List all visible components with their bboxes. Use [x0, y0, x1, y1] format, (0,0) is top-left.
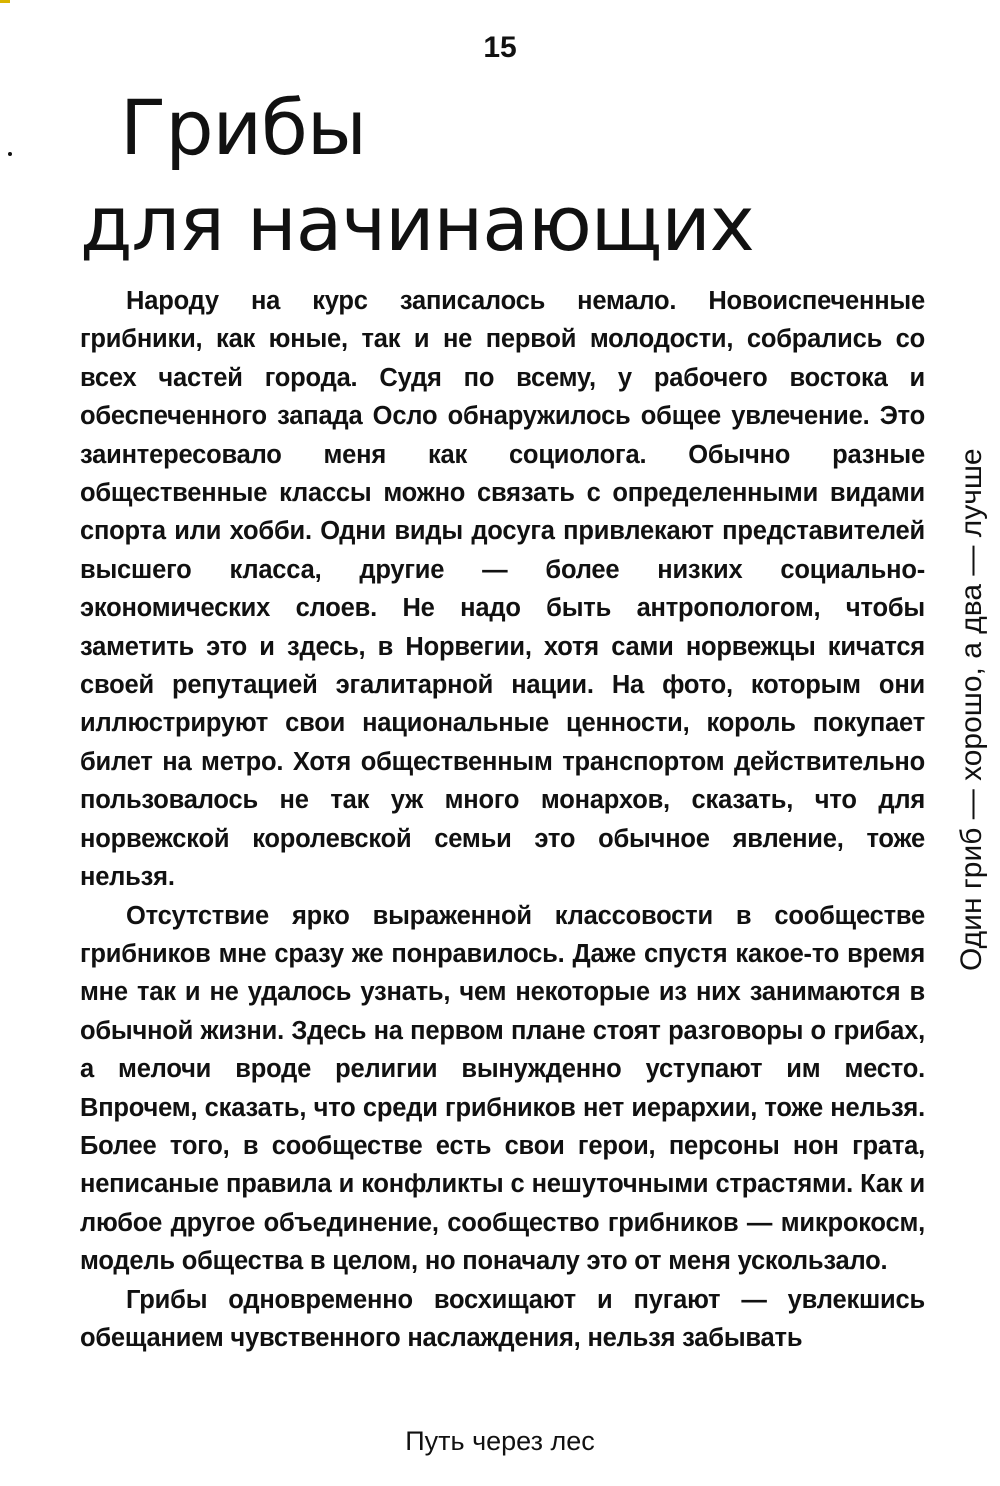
speck-mark: [8, 152, 12, 156]
body-text: [80, 282, 925, 1357]
paragraph-2: Отсутствие ярко выраженной классовости в сообществе грибников мне сразу же понравилось. Даже спустя какое-то время мне так и не удалось узнать, чем некоторые из них занимаются в обычной жизни. Здесь на первом плане стоят разговоры о грибах, а мелочи вроде религии вынужденно уступают им место. Впрочем, сказать, что среди грибников нет иерархии, тоже нельзя. Более того, в сообществе есть свои герои, персоны нон грата, неписаные правила и конфликты с нешуточными страстями. Как и любое другое объединение, сообщество грибников — микрокосм, модель общества в целом, но поначалу это от меня ускользало.: [80, 901, 925, 1276]
page-number: 15: [483, 31, 517, 64]
chapter-title-line-1: Грибы: [120, 83, 366, 172]
chapter-title-line-2: для начинающих: [80, 179, 754, 268]
paragraph-1: Народу на курс записалось немало. Новоиспеченные грибники, как юные, так и не первой молодости, собрались со всех частей города. Судя по всему, у рабочего востока и обеспеченного запада Осло обнаружилось общее увлечение. Это заинтересовало меня как социолога. Обычно разные общественные классы можно связать с определенными видами спорта или хобби. Одни виды досуга привлекают представителей высшего класса, другие — более низких социально-экономических слоев. Не надо быть антропологом, чтобы заметить это и здесь, в Норвегии, хотя сами норвежцы кичатся своей репутацией эгалитарной нации. На фото, которым они иллюстрируют свои национальные ценности, король покупает билет на метро. Хотя общественным транспортом действительно пользовалось не так уж много монархов, сказать, что для норвежской королевской семьи это обычное явление, тоже нельзя.: [80, 287, 925, 892]
chapter-title: [80, 80, 754, 272]
edge-mark: [0, 0, 10, 3]
running-title-vertical: Один гриб — хорошо, а два — лучше: [955, 448, 988, 972]
paragraph-3: Грибы одновременно восхищают и пугают — увлекшись обещанием чувственного наслаждения, нельзя забывать: [80, 1285, 925, 1352]
footer-section-title: Путь через лес: [405, 1426, 595, 1456]
